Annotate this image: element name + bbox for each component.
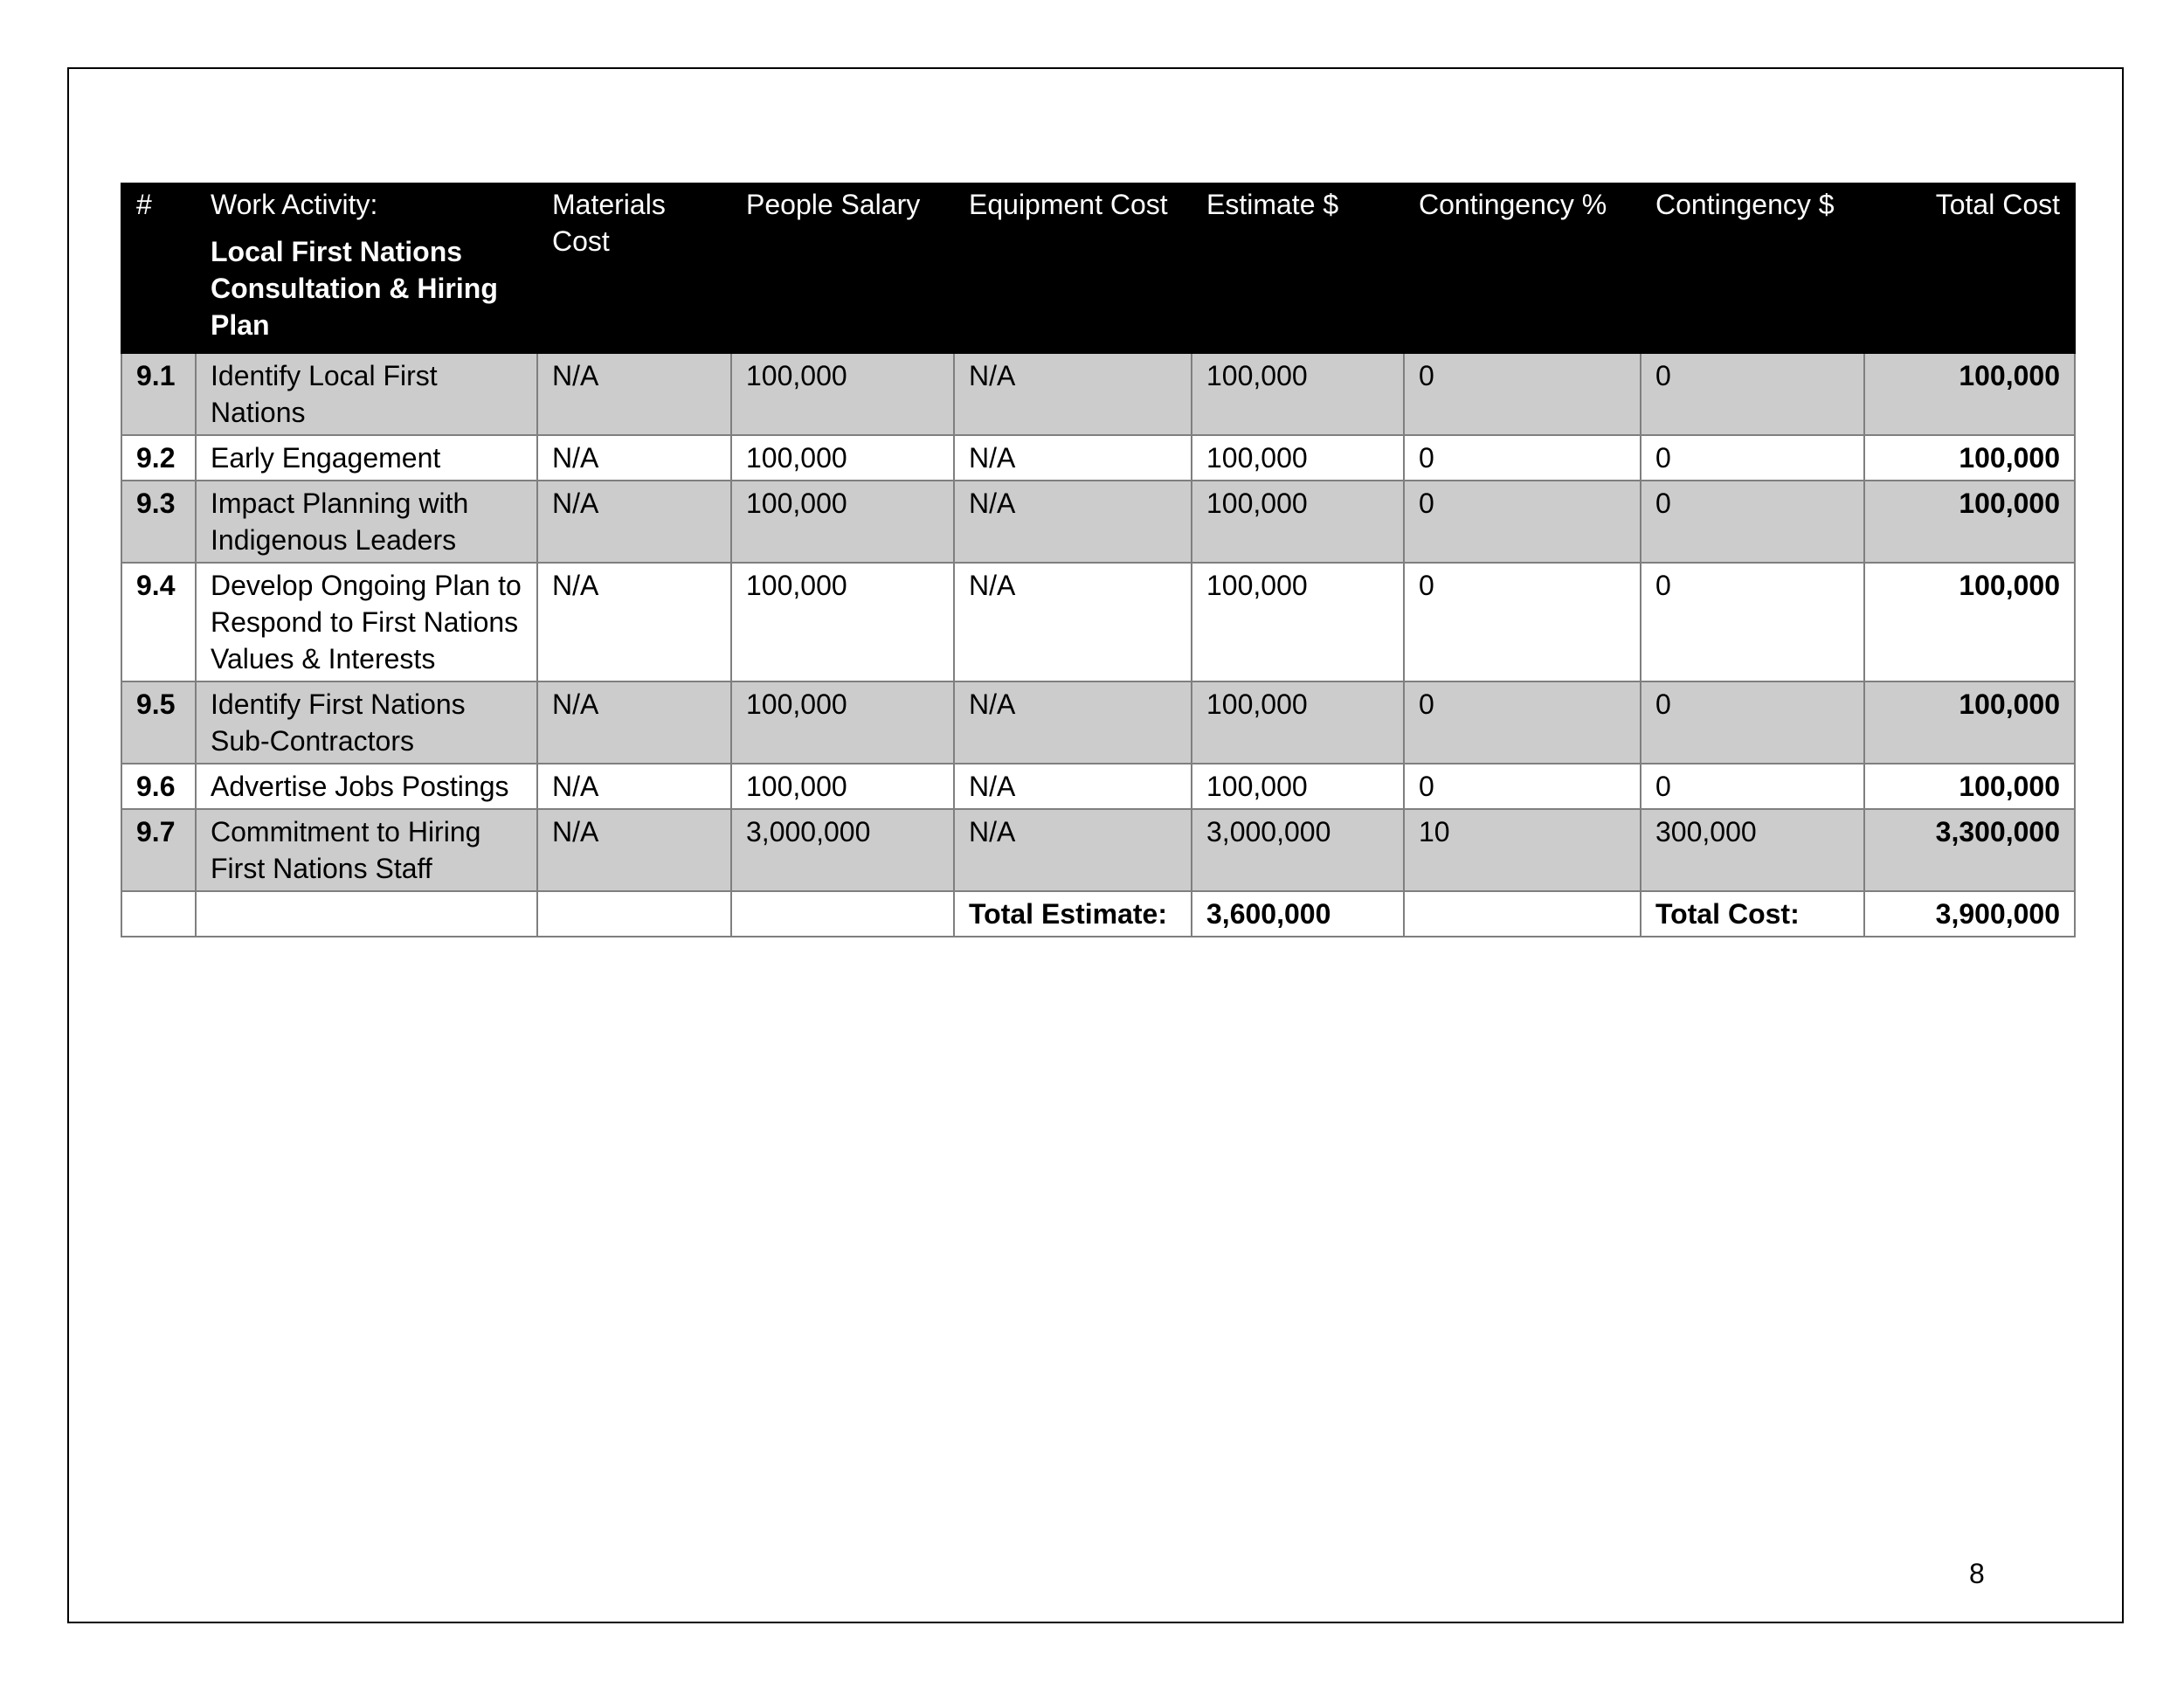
row-total: 100,000 bbox=[1864, 353, 2075, 435]
header-id: # bbox=[121, 183, 196, 353]
row-estimate: 100,000 bbox=[1192, 764, 1404, 809]
row-id: 9.6 bbox=[121, 764, 196, 809]
row-contingency-amount: 0 bbox=[1641, 764, 1864, 809]
totals-empty-cell bbox=[731, 891, 954, 937]
row-total: 3,300,000 bbox=[1864, 809, 2075, 891]
row-activity: Identify First Nations Sub-Contractors bbox=[196, 681, 537, 764]
row-contingency-amount: 0 bbox=[1641, 681, 1864, 764]
row-equipment: N/A bbox=[954, 435, 1192, 481]
row-materials: N/A bbox=[537, 481, 731, 563]
table-row bbox=[121, 764, 2075, 809]
totals-empty-cell bbox=[1404, 891, 1641, 937]
table-header-row bbox=[121, 183, 2075, 353]
row-estimate: 100,000 bbox=[1192, 353, 1404, 435]
header-total-cost: Total Cost bbox=[1864, 183, 2075, 353]
row-estimate: 100,000 bbox=[1192, 435, 1404, 481]
total-estimate-label: Total Estimate: bbox=[954, 891, 1192, 937]
row-id: 9.3 bbox=[121, 481, 196, 563]
row-total: 100,000 bbox=[1864, 435, 2075, 481]
table-row bbox=[121, 681, 2075, 764]
total-cost-value: 3,900,000 bbox=[1864, 891, 2075, 937]
row-materials: N/A bbox=[537, 563, 731, 681]
row-total: 100,000 bbox=[1864, 681, 2075, 764]
row-contingency-percent: 10 bbox=[1404, 809, 1641, 891]
totals-empty-cell bbox=[121, 891, 196, 937]
row-activity: Advertise Jobs Postings bbox=[196, 764, 537, 809]
row-materials: N/A bbox=[537, 435, 731, 481]
row-estimate: 3,000,000 bbox=[1192, 809, 1404, 891]
total-estimate-value: 3,600,000 bbox=[1192, 891, 1404, 937]
total-cost-label: Total Cost: bbox=[1641, 891, 1864, 937]
totals-empty-cell bbox=[537, 891, 731, 937]
header-people-salary: People Salary bbox=[731, 183, 954, 353]
row-materials: N/A bbox=[537, 809, 731, 891]
row-salary: 100,000 bbox=[731, 681, 954, 764]
table-row bbox=[121, 809, 2075, 891]
table-row bbox=[121, 481, 2075, 563]
row-contingency-amount: 0 bbox=[1641, 481, 1864, 563]
row-contingency-percent: 0 bbox=[1404, 481, 1641, 563]
row-id: 9.5 bbox=[121, 681, 196, 764]
row-activity: Impact Planning with Indigenous Leaders bbox=[196, 481, 537, 563]
row-id: 9.4 bbox=[121, 563, 196, 681]
row-materials: N/A bbox=[537, 681, 731, 764]
row-equipment: N/A bbox=[954, 353, 1192, 435]
row-estimate: 100,000 bbox=[1192, 481, 1404, 563]
row-salary: 100,000 bbox=[731, 563, 954, 681]
row-id: 9.2 bbox=[121, 435, 196, 481]
table-row bbox=[121, 353, 2075, 435]
header-activity bbox=[196, 183, 537, 353]
header-materials-cost: Materials Cost bbox=[537, 183, 731, 353]
row-contingency-percent: 0 bbox=[1404, 681, 1641, 764]
row-contingency-percent: 0 bbox=[1404, 353, 1641, 435]
row-contingency-amount: 0 bbox=[1641, 435, 1864, 481]
row-total: 100,000 bbox=[1864, 563, 2075, 681]
row-contingency-percent: 0 bbox=[1404, 563, 1641, 681]
row-contingency-amount: 300,000 bbox=[1641, 809, 1864, 891]
row-activity: Early Engagement bbox=[196, 435, 537, 481]
row-contingency-percent: 0 bbox=[1404, 764, 1641, 809]
header-activity-title: Local First Nations Consultation & Hiring Plan bbox=[211, 236, 498, 341]
row-contingency-percent: 0 bbox=[1404, 435, 1641, 481]
row-salary: 100,000 bbox=[731, 435, 954, 481]
row-materials: N/A bbox=[537, 353, 731, 435]
row-equipment: N/A bbox=[954, 681, 1192, 764]
header-activity-label: Work Activity: bbox=[211, 189, 378, 220]
row-contingency-amount: 0 bbox=[1641, 563, 1864, 681]
totals-row bbox=[121, 891, 2075, 937]
row-salary: 100,000 bbox=[731, 353, 954, 435]
header-estimate: Estimate $ bbox=[1192, 183, 1404, 353]
row-equipment: N/A bbox=[954, 809, 1192, 891]
row-activity: Develop Ongoing Plan to Respond to First Nations Values & Interests bbox=[196, 563, 537, 681]
table-row bbox=[121, 435, 2075, 481]
row-equipment: N/A bbox=[954, 764, 1192, 809]
header-contingency-percent: Contingency % bbox=[1404, 183, 1641, 353]
row-id: 9.1 bbox=[121, 353, 196, 435]
row-salary: 3,000,000 bbox=[731, 809, 954, 891]
row-total: 100,000 bbox=[1864, 764, 2075, 809]
row-equipment: N/A bbox=[954, 481, 1192, 563]
row-estimate: 100,000 bbox=[1192, 563, 1404, 681]
row-materials: N/A bbox=[537, 764, 731, 809]
row-equipment: N/A bbox=[954, 563, 1192, 681]
row-total: 100,000 bbox=[1864, 481, 2075, 563]
page-number: 8 bbox=[1969, 1558, 1985, 1589]
row-activity: Commitment to Hiring First Nations Staff bbox=[196, 809, 537, 891]
row-activity: Identify Local First Nations bbox=[196, 353, 537, 435]
row-estimate: 100,000 bbox=[1192, 681, 1404, 764]
row-salary: 100,000 bbox=[731, 481, 954, 563]
row-salary: 100,000 bbox=[731, 764, 954, 809]
totals-empty-cell bbox=[196, 891, 537, 937]
header-equipment-cost: Equipment Cost bbox=[954, 183, 1192, 353]
cost-estimate-table bbox=[121, 183, 2076, 937]
row-id: 9.7 bbox=[121, 809, 196, 891]
header-contingency-amount: Contingency $ bbox=[1641, 183, 1864, 353]
row-contingency-amount: 0 bbox=[1641, 353, 1864, 435]
table-row bbox=[121, 563, 2075, 681]
